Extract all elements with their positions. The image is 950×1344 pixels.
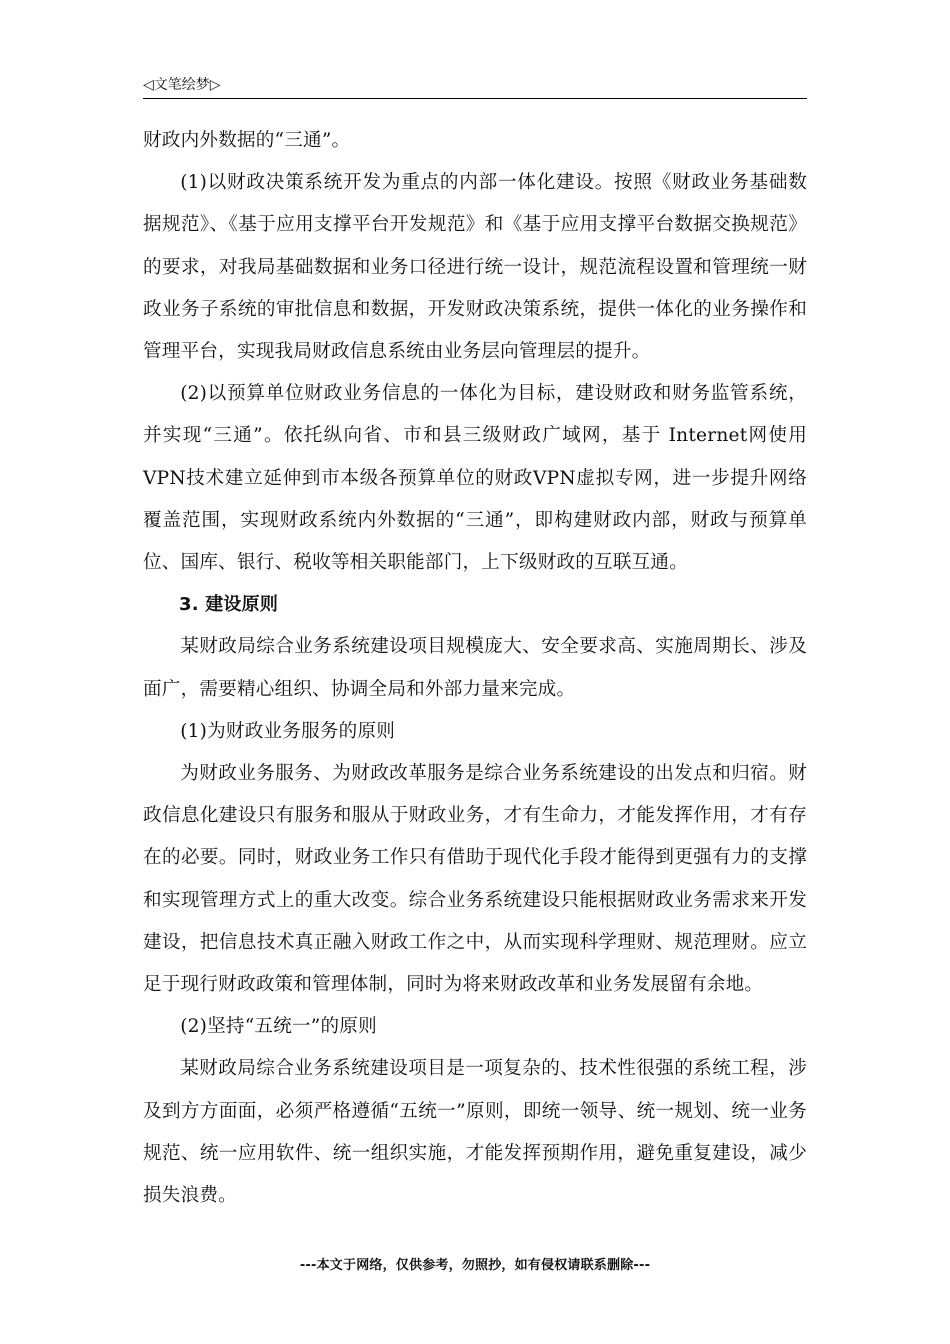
document-body <box>143 120 807 1217</box>
paragraph-principle-1: 为财政业务服务、为财政改革服务是综合业务系统建设的出发点和归宿。财政信息化建设只有服务和服从于财政业务，才有生命力，才能发挥作用，才有存在的必要。同时，财政业务工作只有借助于现代化手段才能得到更强有力的支撑和实现管理方式上的重大改变。综合业务系统建设只能根据财政业务需求来开发建设，把信息技术真正融入财政工作之中，从而实现科学理财、规范理财。应立足于现行财政政策和管理体制，同时为将来财政改革和业务发展留有余地。 <box>143 763 807 996</box>
page-footer-disclaimer: ---本文于网络，仅供参考，勿照抄，如有侵权请联系删除--- <box>299 1258 651 1273</box>
subheading-principle-2: (2)坚持“五统一”的原则 <box>180 1016 377 1038</box>
paragraph-item-2: (2)以预算单位财政业务信息的一体化为目标，建设财政和财务监管系统，并实现“三通”。依托纵向省、市和县三级财政广域网，基于 Internet网使用VPN技术建立延伸到市本级各预算单位的财政VPN虚拟专网，进一步提升网络覆盖范围，实现财政系统内外数据的“三通”，即构建财政内部，财政与预算单位、国库、银行、税收等相关职能部门，上下级财政的互联互通。 <box>143 383 807 574</box>
section-heading: 3. 建设原则 <box>179 594 279 616</box>
paragraph-continuation: 财政内外数据的“三通”。 <box>143 130 351 151</box>
subheading-principle-1: (1)为财政业务服务的原则 <box>180 720 396 742</box>
paragraph-intro: 某财政局综合业务系统建设项目规模庞大、安全要求高、实施周期长、涉及面广，需要精心组织、协调全局和外部力量来完成。 <box>143 636 807 700</box>
page-header <box>143 74 807 99</box>
paragraph-item-1: (1)以财政决策系统开发为重点的内部一体化建设。按照《财政业务基础数据规范》、《基于应用支撑平台开发规范》和《基于应用支撑平台数据交换规范》的要求，对我局基础数据和业务口径进行统一设计，规范流程设置和管理统一财政业务子系统的审批信息和数据，开发财政决策系统，提供一体化的业务操作和管理平台，实现我局财政信息系统由业务层向管理层的提升。 <box>143 172 807 363</box>
header-title: ◁文笔绘梦▷ <box>143 77 221 93</box>
paragraph-principle-2: 某财政局综合业务系统建设项目是一项复杂的、技术性很强的系统工程，涉及到方方面面，必须严格遵循“五统一”原则，即统一领导、统一规划、统一业务规范、统一应用软件、统一组织实施，才能发挥预期作用，避免重复建设，减少损失浪费。 <box>143 1058 807 1207</box>
